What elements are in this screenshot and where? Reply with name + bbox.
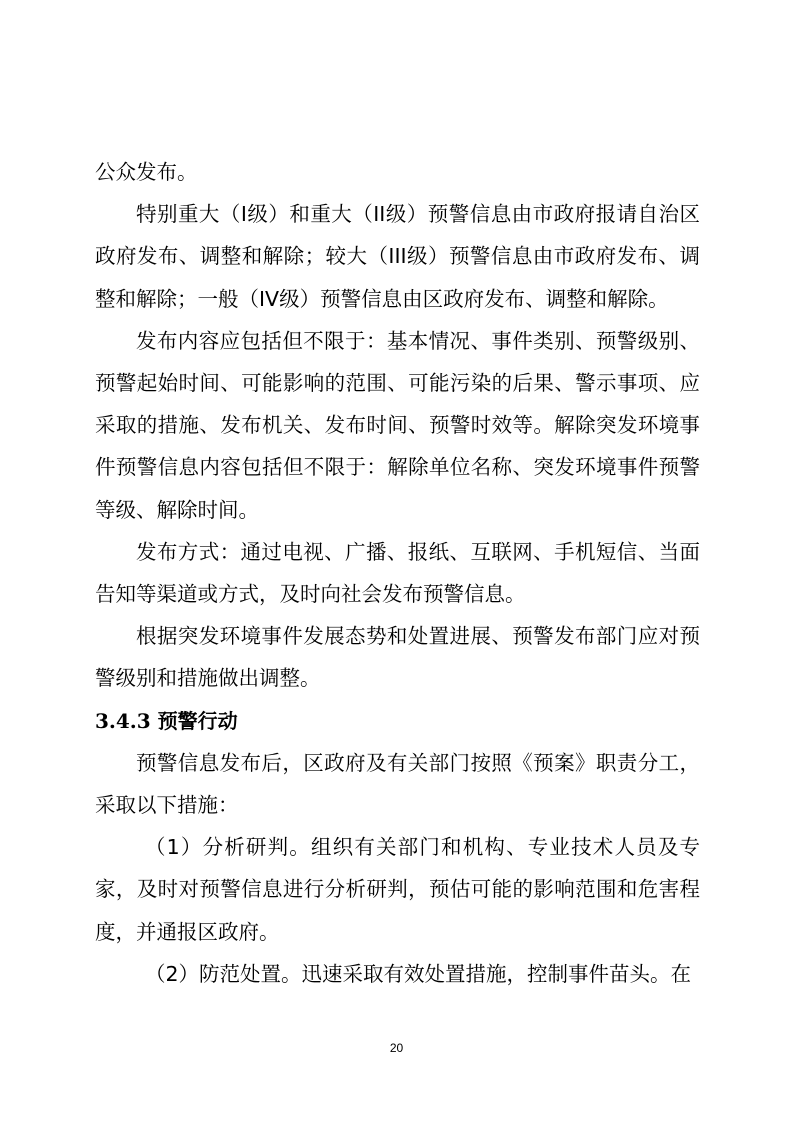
page-number: 20 xyxy=(389,1041,404,1055)
paragraph-continuation: 公众发布。 xyxy=(95,160,198,184)
page-body xyxy=(95,151,700,995)
paragraph-adjustment: 根据突发环境事件发展态势和处置进展、预警发布部门应对预警级别和措施做出调整。 xyxy=(95,624,700,691)
paragraph-warning-release-authority: 特别重大（I级）和重大（II级）预警信息由市政府报请自治区政府发布、调整和解除；较大（III级）预警信息由市政府发布、调整和解除；一般（IV级）预警信息由区政府发布、调整和解除。 xyxy=(95,202,700,311)
paragraph-prevention: （2）防范处置。迅速采取有效处置措施，控制事件苗头。在 xyxy=(145,961,692,986)
paragraph-release-content: 发布内容应包括但不限于：基本情况、事件类别、预警级别、预警起始时间、可能影响的范围、可能污染的后果、警示事项、应采取的措施、发布机关、发布时间、预警时效等。解除突发环境事件预警信息内容包括但不限于：解除单位名称、突发环境事件预警等级、解除时间。 xyxy=(95,328,700,522)
paragraph-release-method: 发布方式：通过电视、广播、报纸、互联网、手机短信、当面告知等渠道或方式，及时向社会发布预警信息。 xyxy=(95,539,700,607)
section-heading: 3.4.3 预警行动 xyxy=(95,708,238,733)
paragraph-warning-actions-intro: 预警信息发布后，区政府及有关部门按照《预案》职责分工，采取以下措施： xyxy=(95,750,700,818)
paragraph-analysis: （1）分析研判。组织有关部门和机构、专业技术人员及专家，及时对预警信息进行分析研判，预估可能的影响范围和危害程度，并通报区政府。 xyxy=(95,835,700,944)
